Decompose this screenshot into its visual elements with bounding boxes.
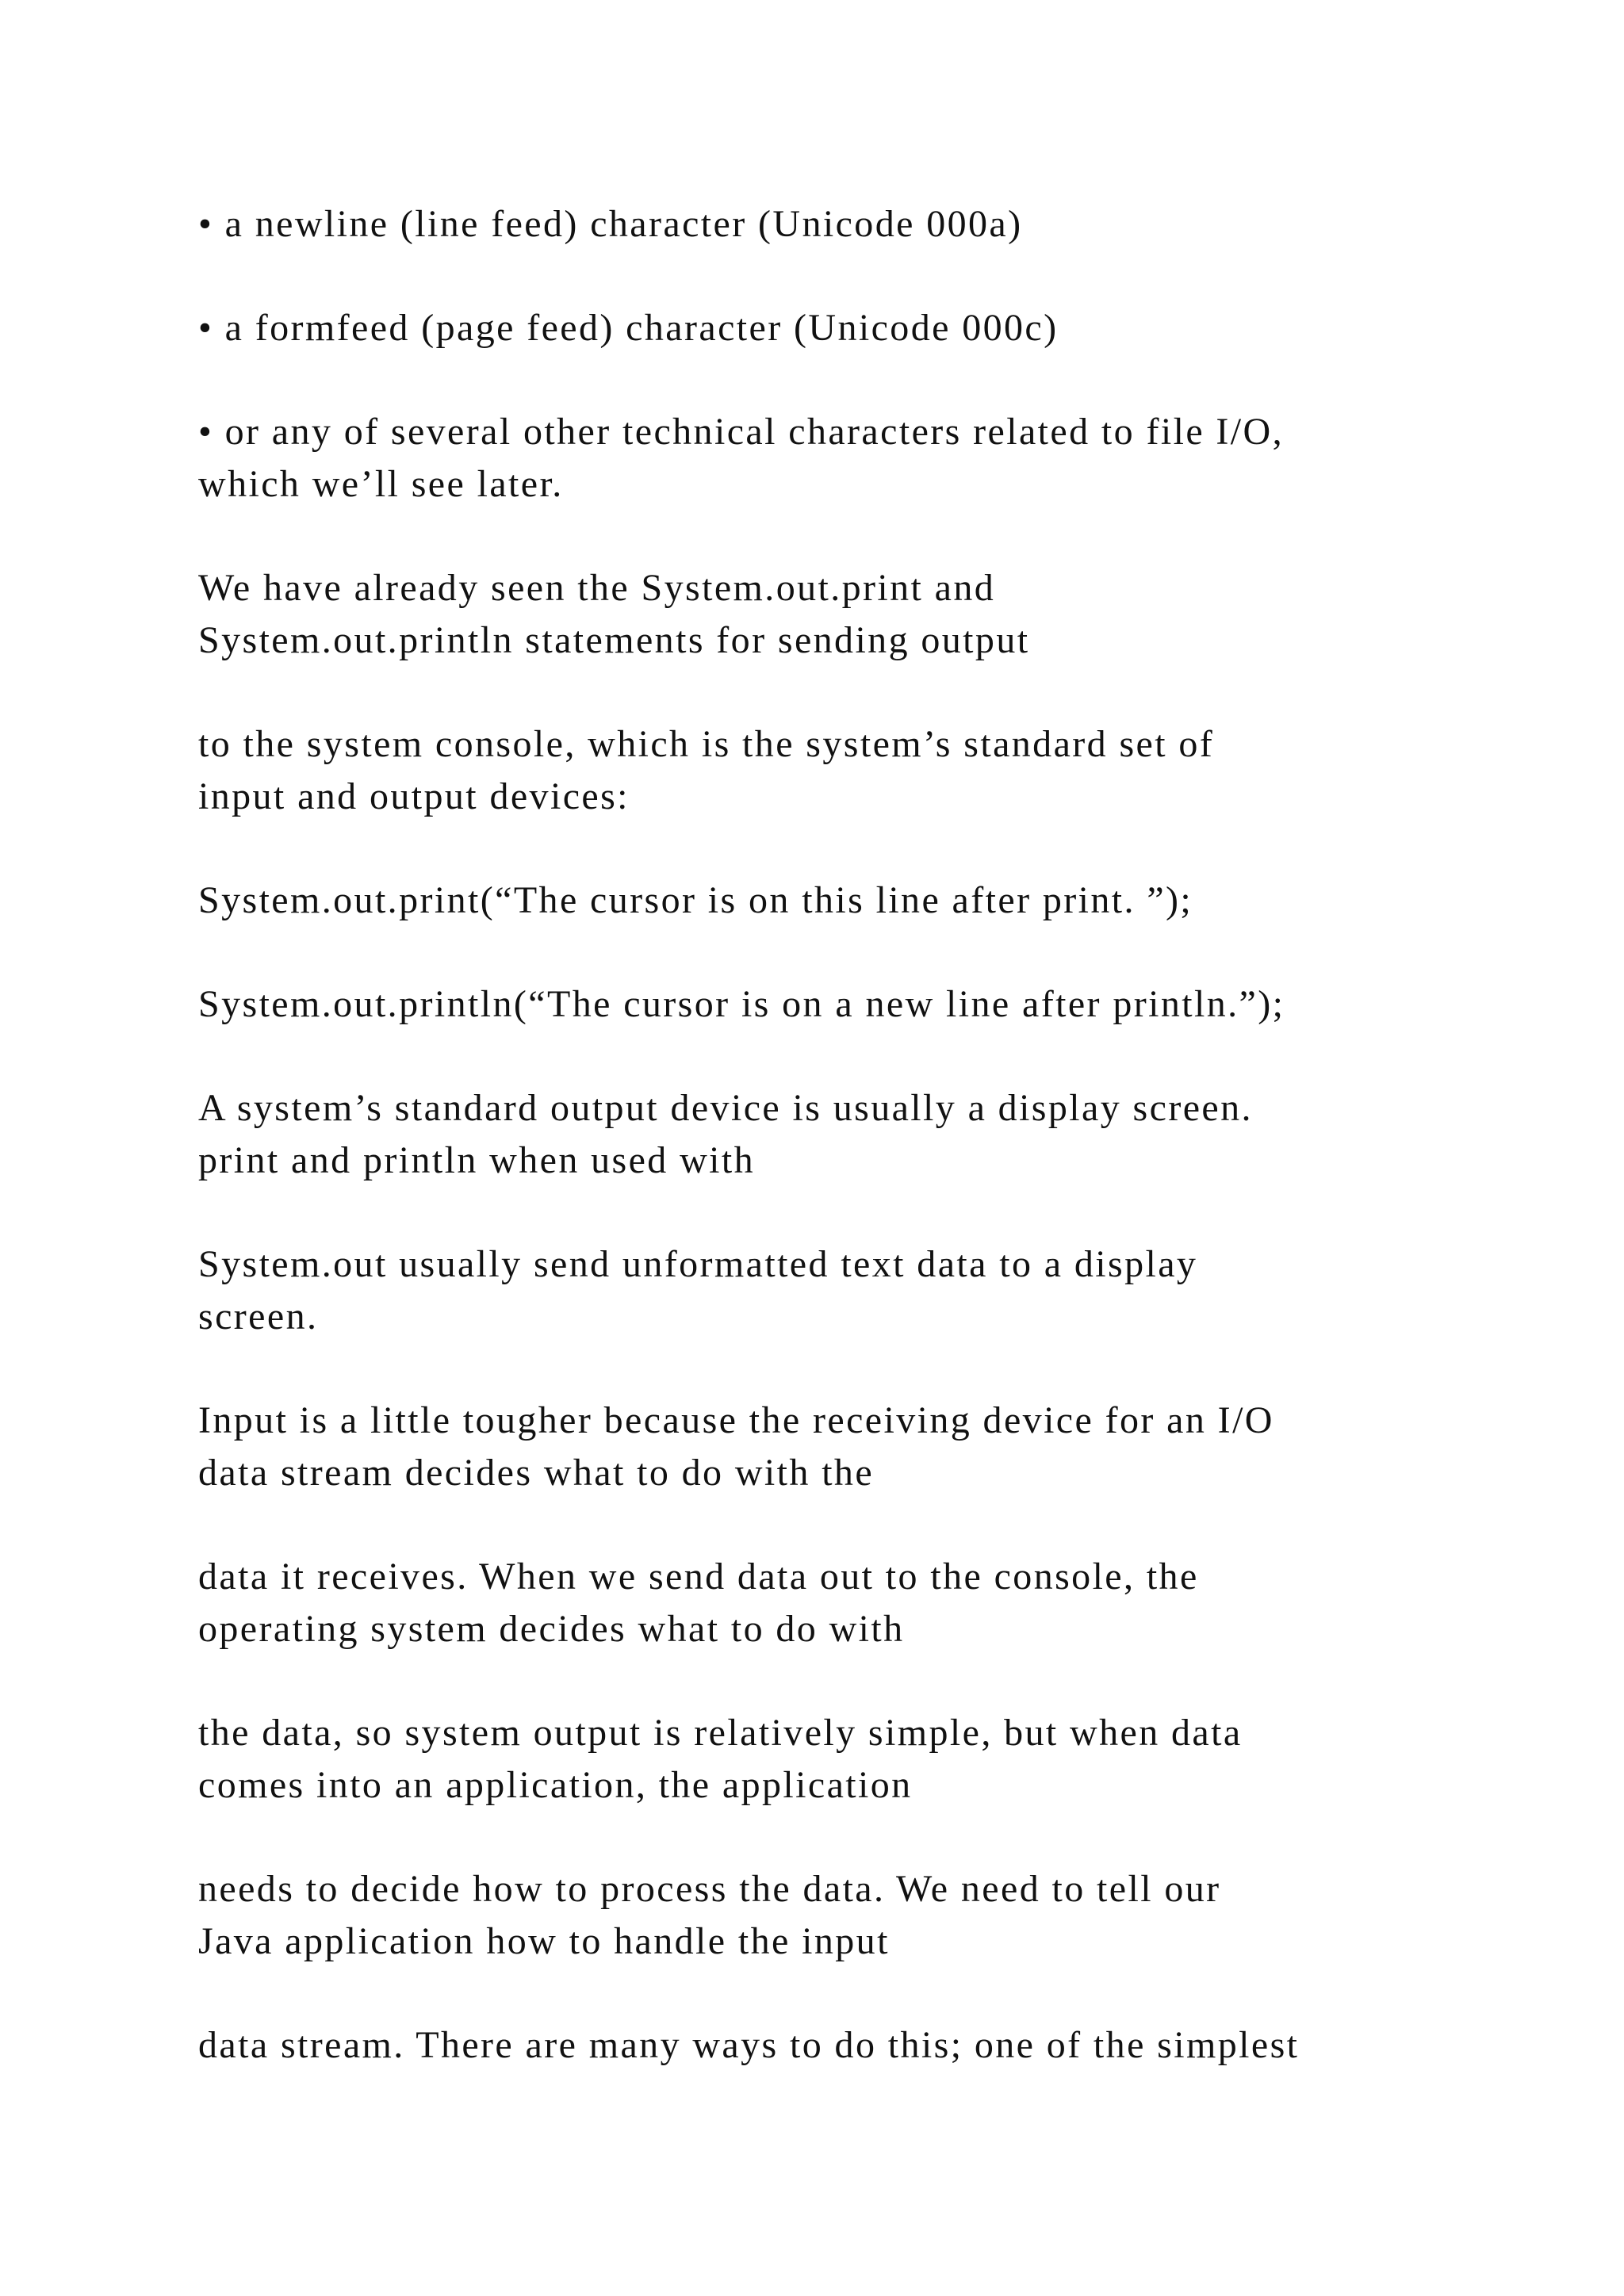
text-line: operating system decides what to do with [198, 1608, 905, 1650]
paragraph-unformatted-text [198, 1238, 1507, 1343]
text-line: System.out usually send unformatted text data to a display [198, 1243, 1198, 1285]
paragraph-system-console [198, 718, 1507, 823]
paragraph-process-data [198, 1863, 1507, 1968]
paragraph-data-stream [198, 2019, 1507, 2072]
code-println-example [198, 978, 1507, 1031]
text-line: • or any of several other technical characters related to file I/O, [198, 411, 1285, 453]
text-line: which we’ll see later. [198, 463, 564, 505]
paragraph-system-output-simple [198, 1707, 1507, 1812]
text-line: System.out.print(“The cursor is on this line after print. ”); [198, 879, 1193, 921]
text-line: data stream decides what to do with the [198, 1452, 875, 1494]
text-line: to the system console, which is the system’s standard set of [198, 723, 1215, 765]
paragraph-standard-output [198, 1082, 1507, 1187]
text-line: comes into an application, the application [198, 1764, 913, 1806]
text-line: print and println when used with [198, 1139, 756, 1181]
text-line: needs to decide how to process the data. We need to tell our [198, 1868, 1221, 1910]
text-line: A system’s standard output device is usually a display screen. [198, 1087, 1253, 1129]
text-line: screen. [198, 1295, 319, 1337]
text-line: data it receives. When we send data out to the console, the [198, 1556, 1199, 1598]
bullet-technical-characters [198, 406, 1507, 511]
text-line: Java application how to handle the input [198, 1920, 890, 1962]
bullet-formfeed [198, 302, 1507, 354]
text-line: We have already seen the System.out.print and [198, 567, 996, 609]
code-print-example [198, 874, 1507, 927]
paragraph-data-receives [198, 1551, 1507, 1655]
text-line: • a newline (line feed) character (Unicode 000a) [198, 203, 1023, 245]
bullet-newline [198, 198, 1507, 251]
text-line: input and output devices: [198, 775, 630, 817]
text-line: System.out.println(“The cursor is on a new line after println.”); [198, 983, 1285, 1025]
paragraph-print-statements [198, 562, 1507, 667]
text-line: data stream. There are many ways to do this; one of the simplest [198, 2024, 1300, 2066]
text-line: System.out.println statements for sending output [198, 619, 1030, 661]
text-line: the data, so system output is relatively simple, but when data [198, 1712, 1243, 1754]
paragraph-input-tougher [198, 1395, 1507, 1499]
text-line: Input is a little tougher because the receiving device for an I/O [198, 1399, 1274, 1441]
text-line: • a formfeed (page feed) character (Unicode 000c) [198, 307, 1059, 349]
